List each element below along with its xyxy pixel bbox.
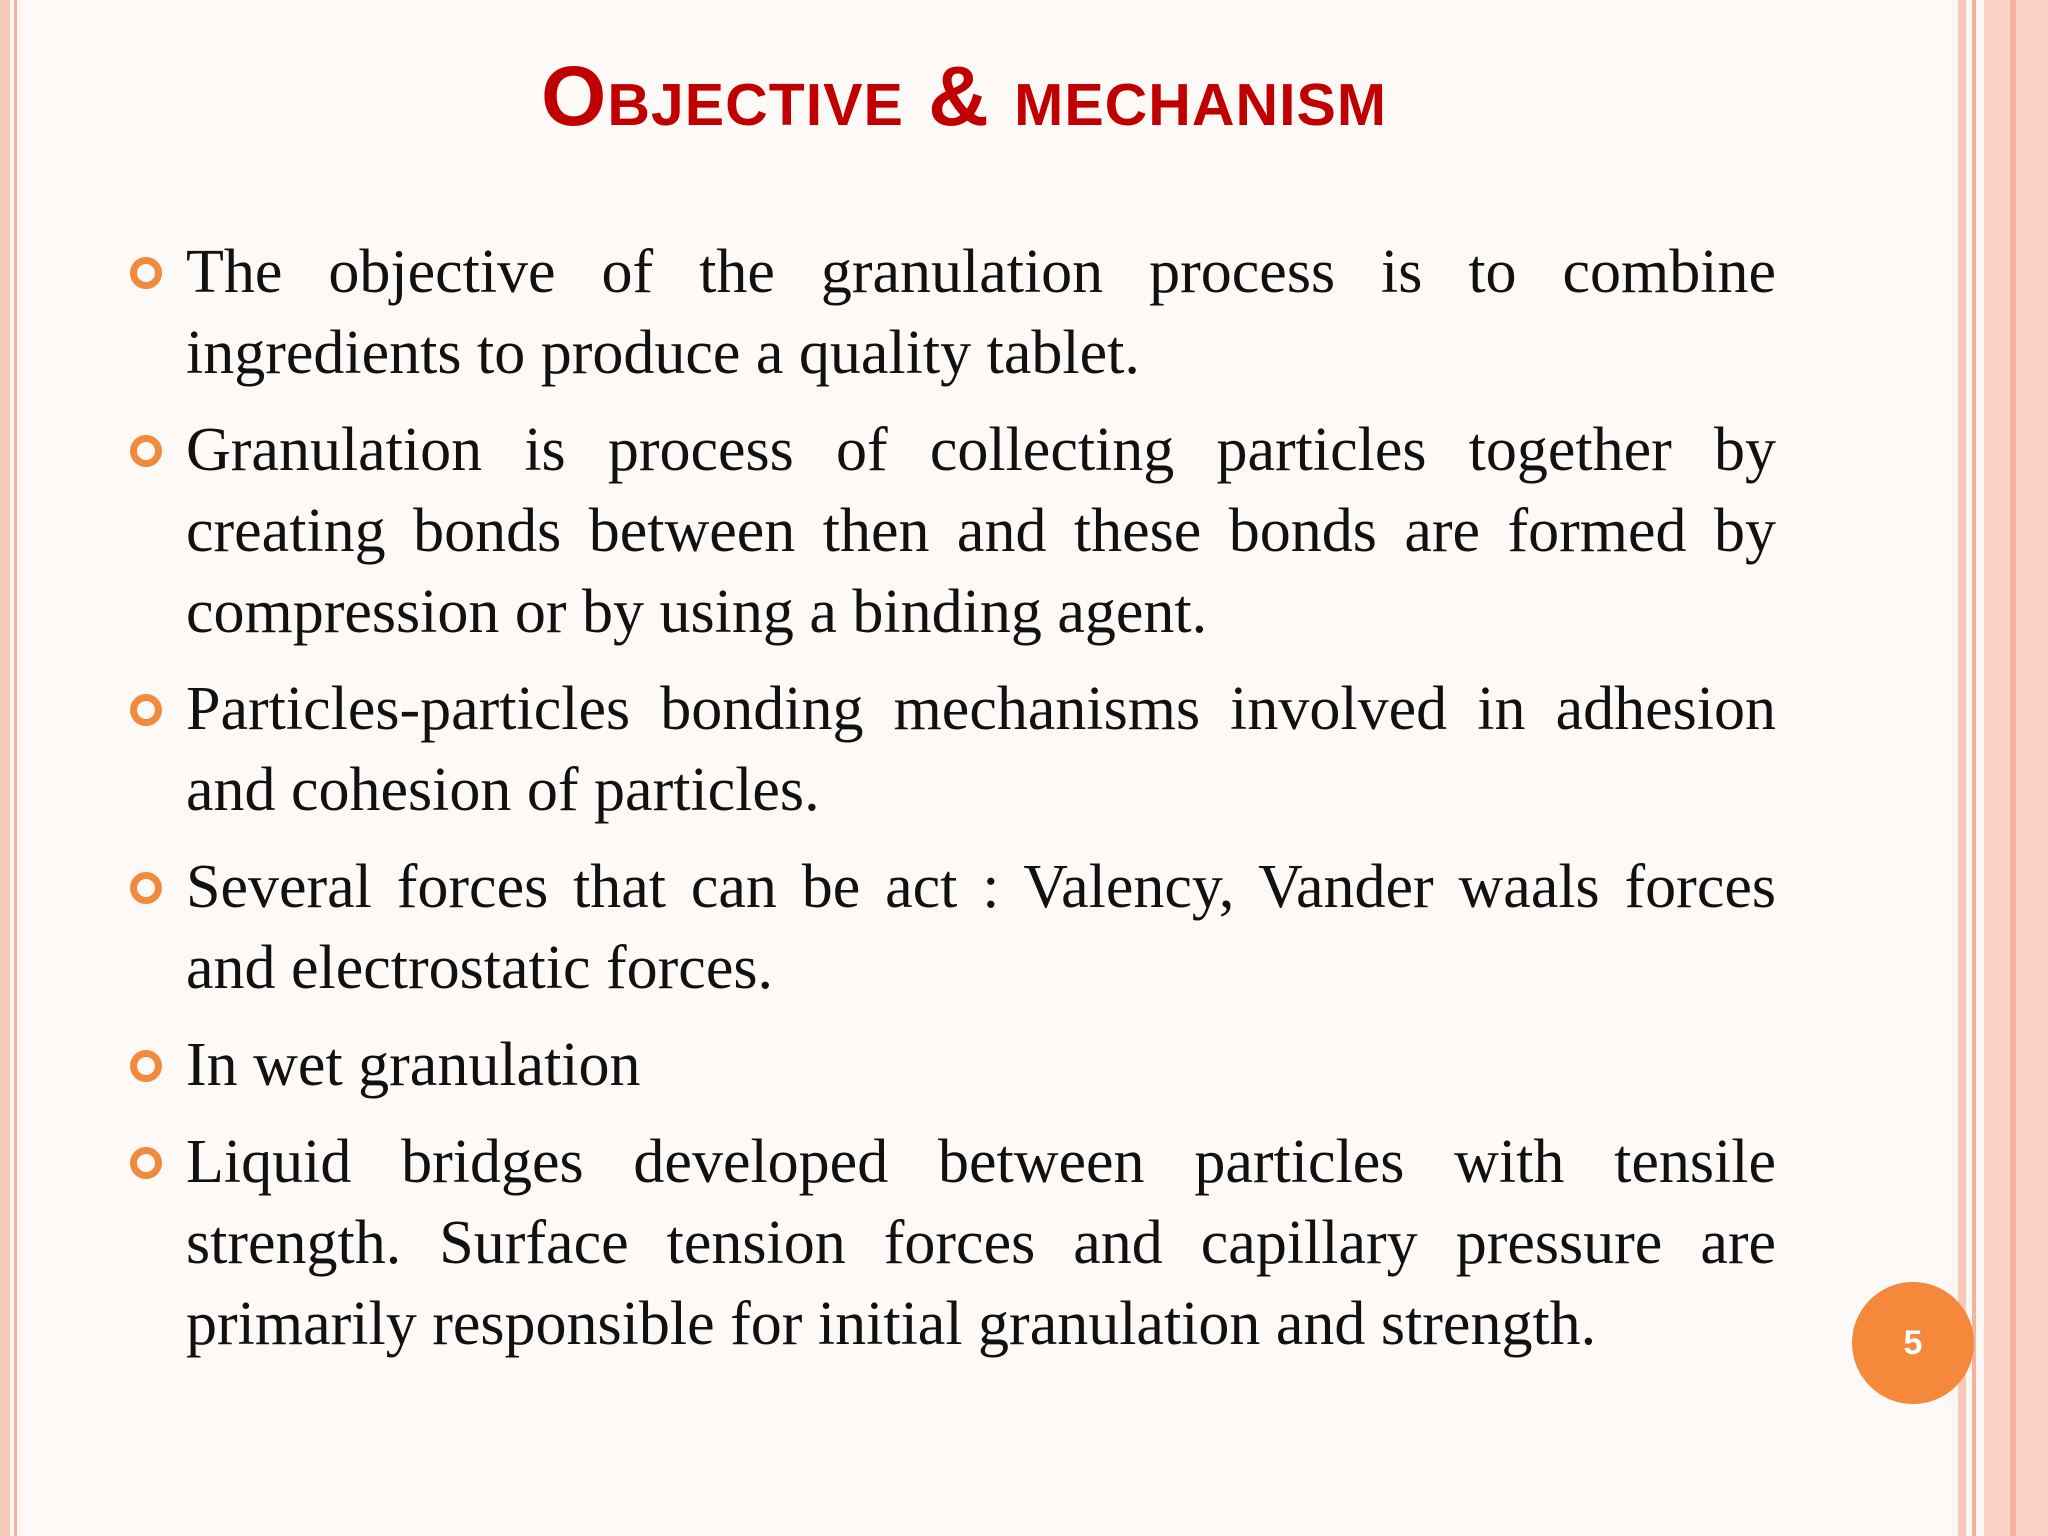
hollow-circle-bullet-icon bbox=[130, 694, 162, 726]
hollow-circle-bullet-icon bbox=[130, 1147, 162, 1179]
bullet-text: The objective of the granulation process is to combine ingredients to produce a quality tablet. bbox=[186, 238, 1776, 387]
right-border-line bbox=[1972, 0, 1976, 1536]
left-border-line bbox=[14, 0, 17, 1536]
bullet-item bbox=[124, 410, 1776, 653]
right-border-band-line bbox=[2010, 0, 2016, 1536]
right-border-band bbox=[1984, 0, 2048, 1536]
bullet-item bbox=[124, 1025, 1776, 1106]
slide bbox=[24, 0, 1950, 1536]
bullet-item bbox=[124, 669, 1776, 831]
left-border-stripe bbox=[0, 0, 10, 1536]
bullet-text: Liquid bridges developed between particles with tensile strength. Surface tension forces and capillary pressure are primarily responsible for initial granulation and strength. bbox=[186, 1128, 1776, 1358]
bullet-list bbox=[124, 232, 1776, 1381]
hollow-circle-bullet-icon bbox=[130, 872, 162, 904]
hollow-circle-bullet-icon bbox=[130, 1050, 162, 1082]
bullet-item bbox=[124, 232, 1776, 394]
hollow-circle-bullet-icon bbox=[130, 257, 162, 289]
slide-title: Objective & mechanism bbox=[540, 49, 1388, 143]
bullet-text: Particles-particles bonding mechanisms involved in adhesion and cohesion of particles. bbox=[186, 675, 1776, 824]
hollow-circle-bullet-icon bbox=[130, 435, 162, 467]
bullet-text: Granulation is process of collecting particles together by creating bonds between then and these bonds are formed by compression or by using a binding agent. bbox=[186, 416, 1776, 646]
bullet-text: In wet granulation bbox=[186, 1031, 641, 1099]
bullet-item bbox=[124, 1122, 1776, 1365]
bullet-item bbox=[124, 847, 1776, 1009]
page-number-badge: 5 bbox=[1852, 1282, 1974, 1404]
bullet-text: Several forces that can be act : Valency, Vander waals forces and electrostatic forces. bbox=[186, 853, 1776, 1002]
